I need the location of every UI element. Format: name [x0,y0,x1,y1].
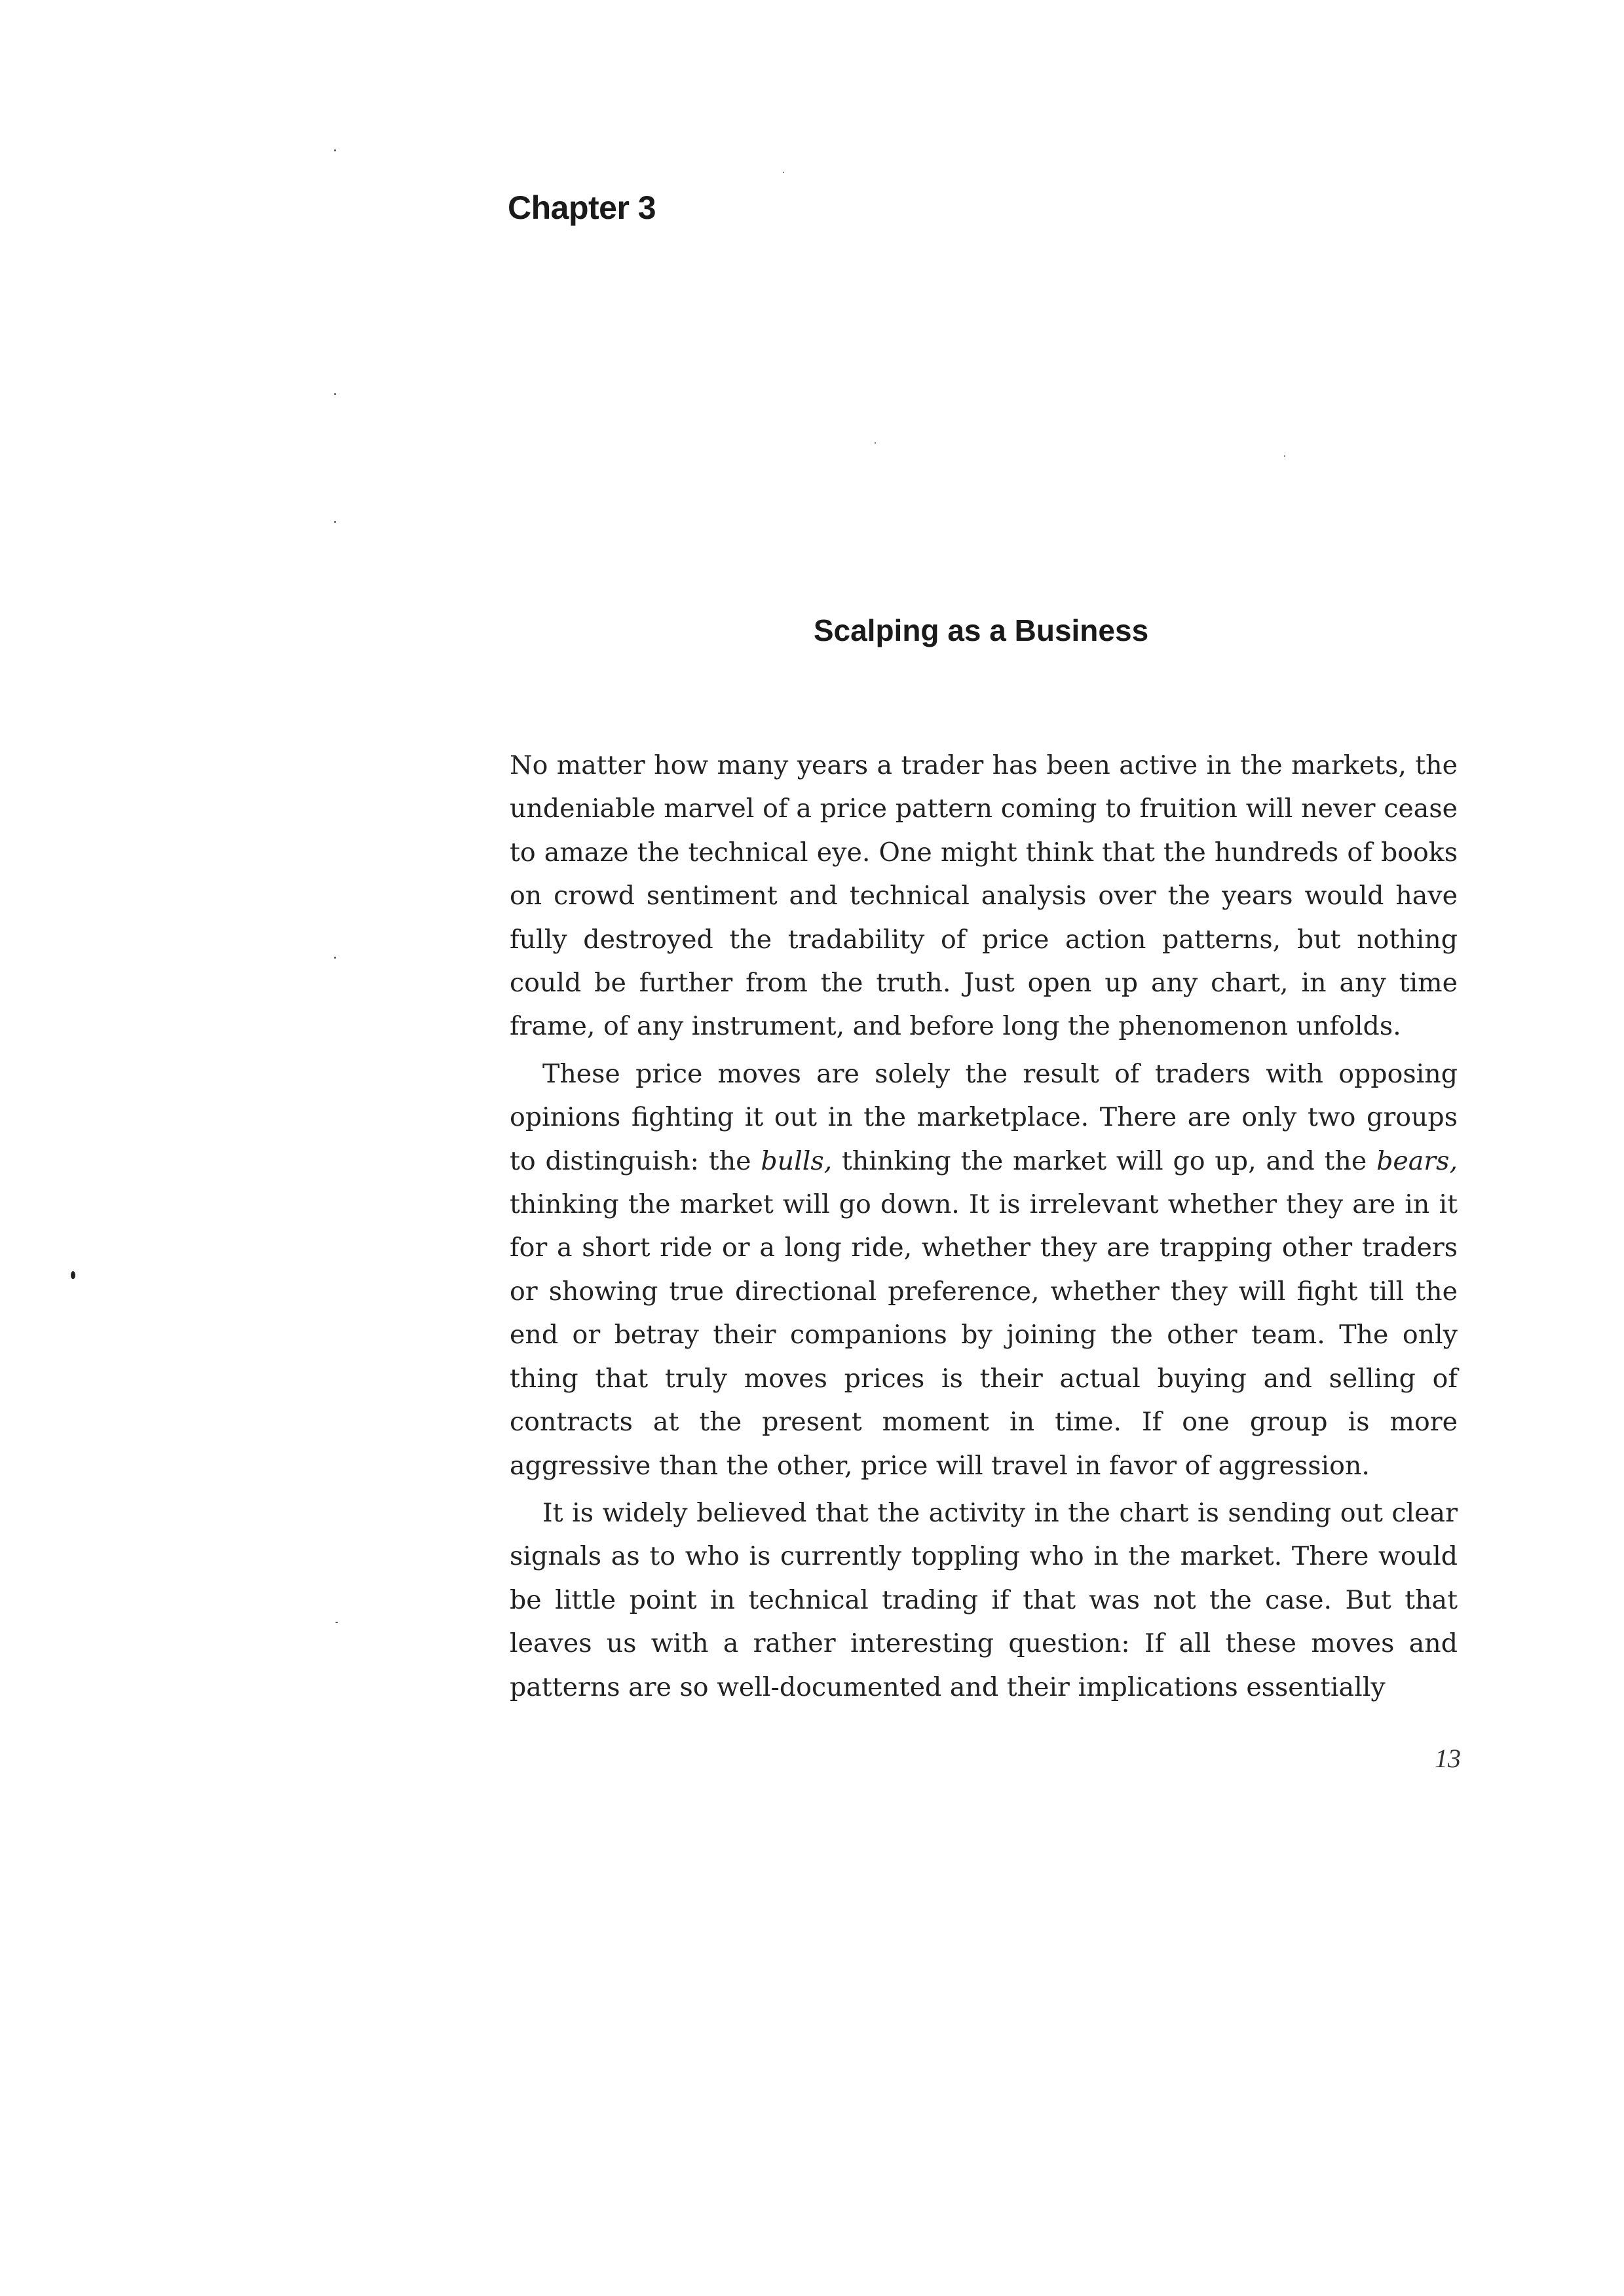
paragraph-2-part-2: thinking the market will go up, and the [832,1145,1377,1176]
paragraph-2-part-3: thinking the market will go down. It is irrelevant whether they are in it for a short ride or a long ride, whether they are trapping other traders or showing true directional preference, whether they will fight till the end or betray their companions by joining the other team. The only thing that truly moves prices is their actual buying and selling of contracts at the present moment in time. If one group is more aggressive than the other, price will travel in favor of aggression. [510,1189,1458,1481]
paragraph-2-part-1: These price moves are solely the result of traders with opposing opinions fighting it out in the marketplace. There are only two groups to distinguish: the [510,1058,1458,1176]
scan-speck [875,442,876,444]
paragraph-3: It is widely believed that the activity in the chart is sending out clear signals as to who is currently toppling who in the market. There would be little point in technical trading if that was not the case. But that leaves us with a rather interesting question: If all these moves and patterns are so well-documented and their implications essentially [510,1497,1458,1702]
paragraph-1: No matter how many years a trader has been active in the markets, the undeniable marvel of a price pattern coming to fruition will never cease to amaze the technical eye. One might think that the hundreds of books on crowd sentiment and technical analysis over the years would have fully destroyed the tradability of price action patterns, but nothing could be further from the truth. Just open up any chart, in any time frame, of any instrument, and before long the phenomenon unfolds. [510,750,1458,1042]
scan-speck [1284,455,1285,457]
chapter-title: Scalping as a Business [813,613,1149,647]
scan-speck [783,172,784,173]
scan-speck [71,1271,75,1279]
scan-speck [335,1622,338,1623]
scan-speck [334,149,336,151]
scan-speck [334,521,336,523]
term-bulls: bulls, [761,1145,833,1176]
body-text [510,744,1458,1709]
scan-speck [334,393,336,395]
page-number: 13 [1435,1744,1461,1773]
paragraph-2 [510,1052,1458,1487]
scan-speck [334,957,336,959]
term-bears: bears, [1376,1145,1458,1176]
chapter-label: Chapter 3 [508,189,656,226]
